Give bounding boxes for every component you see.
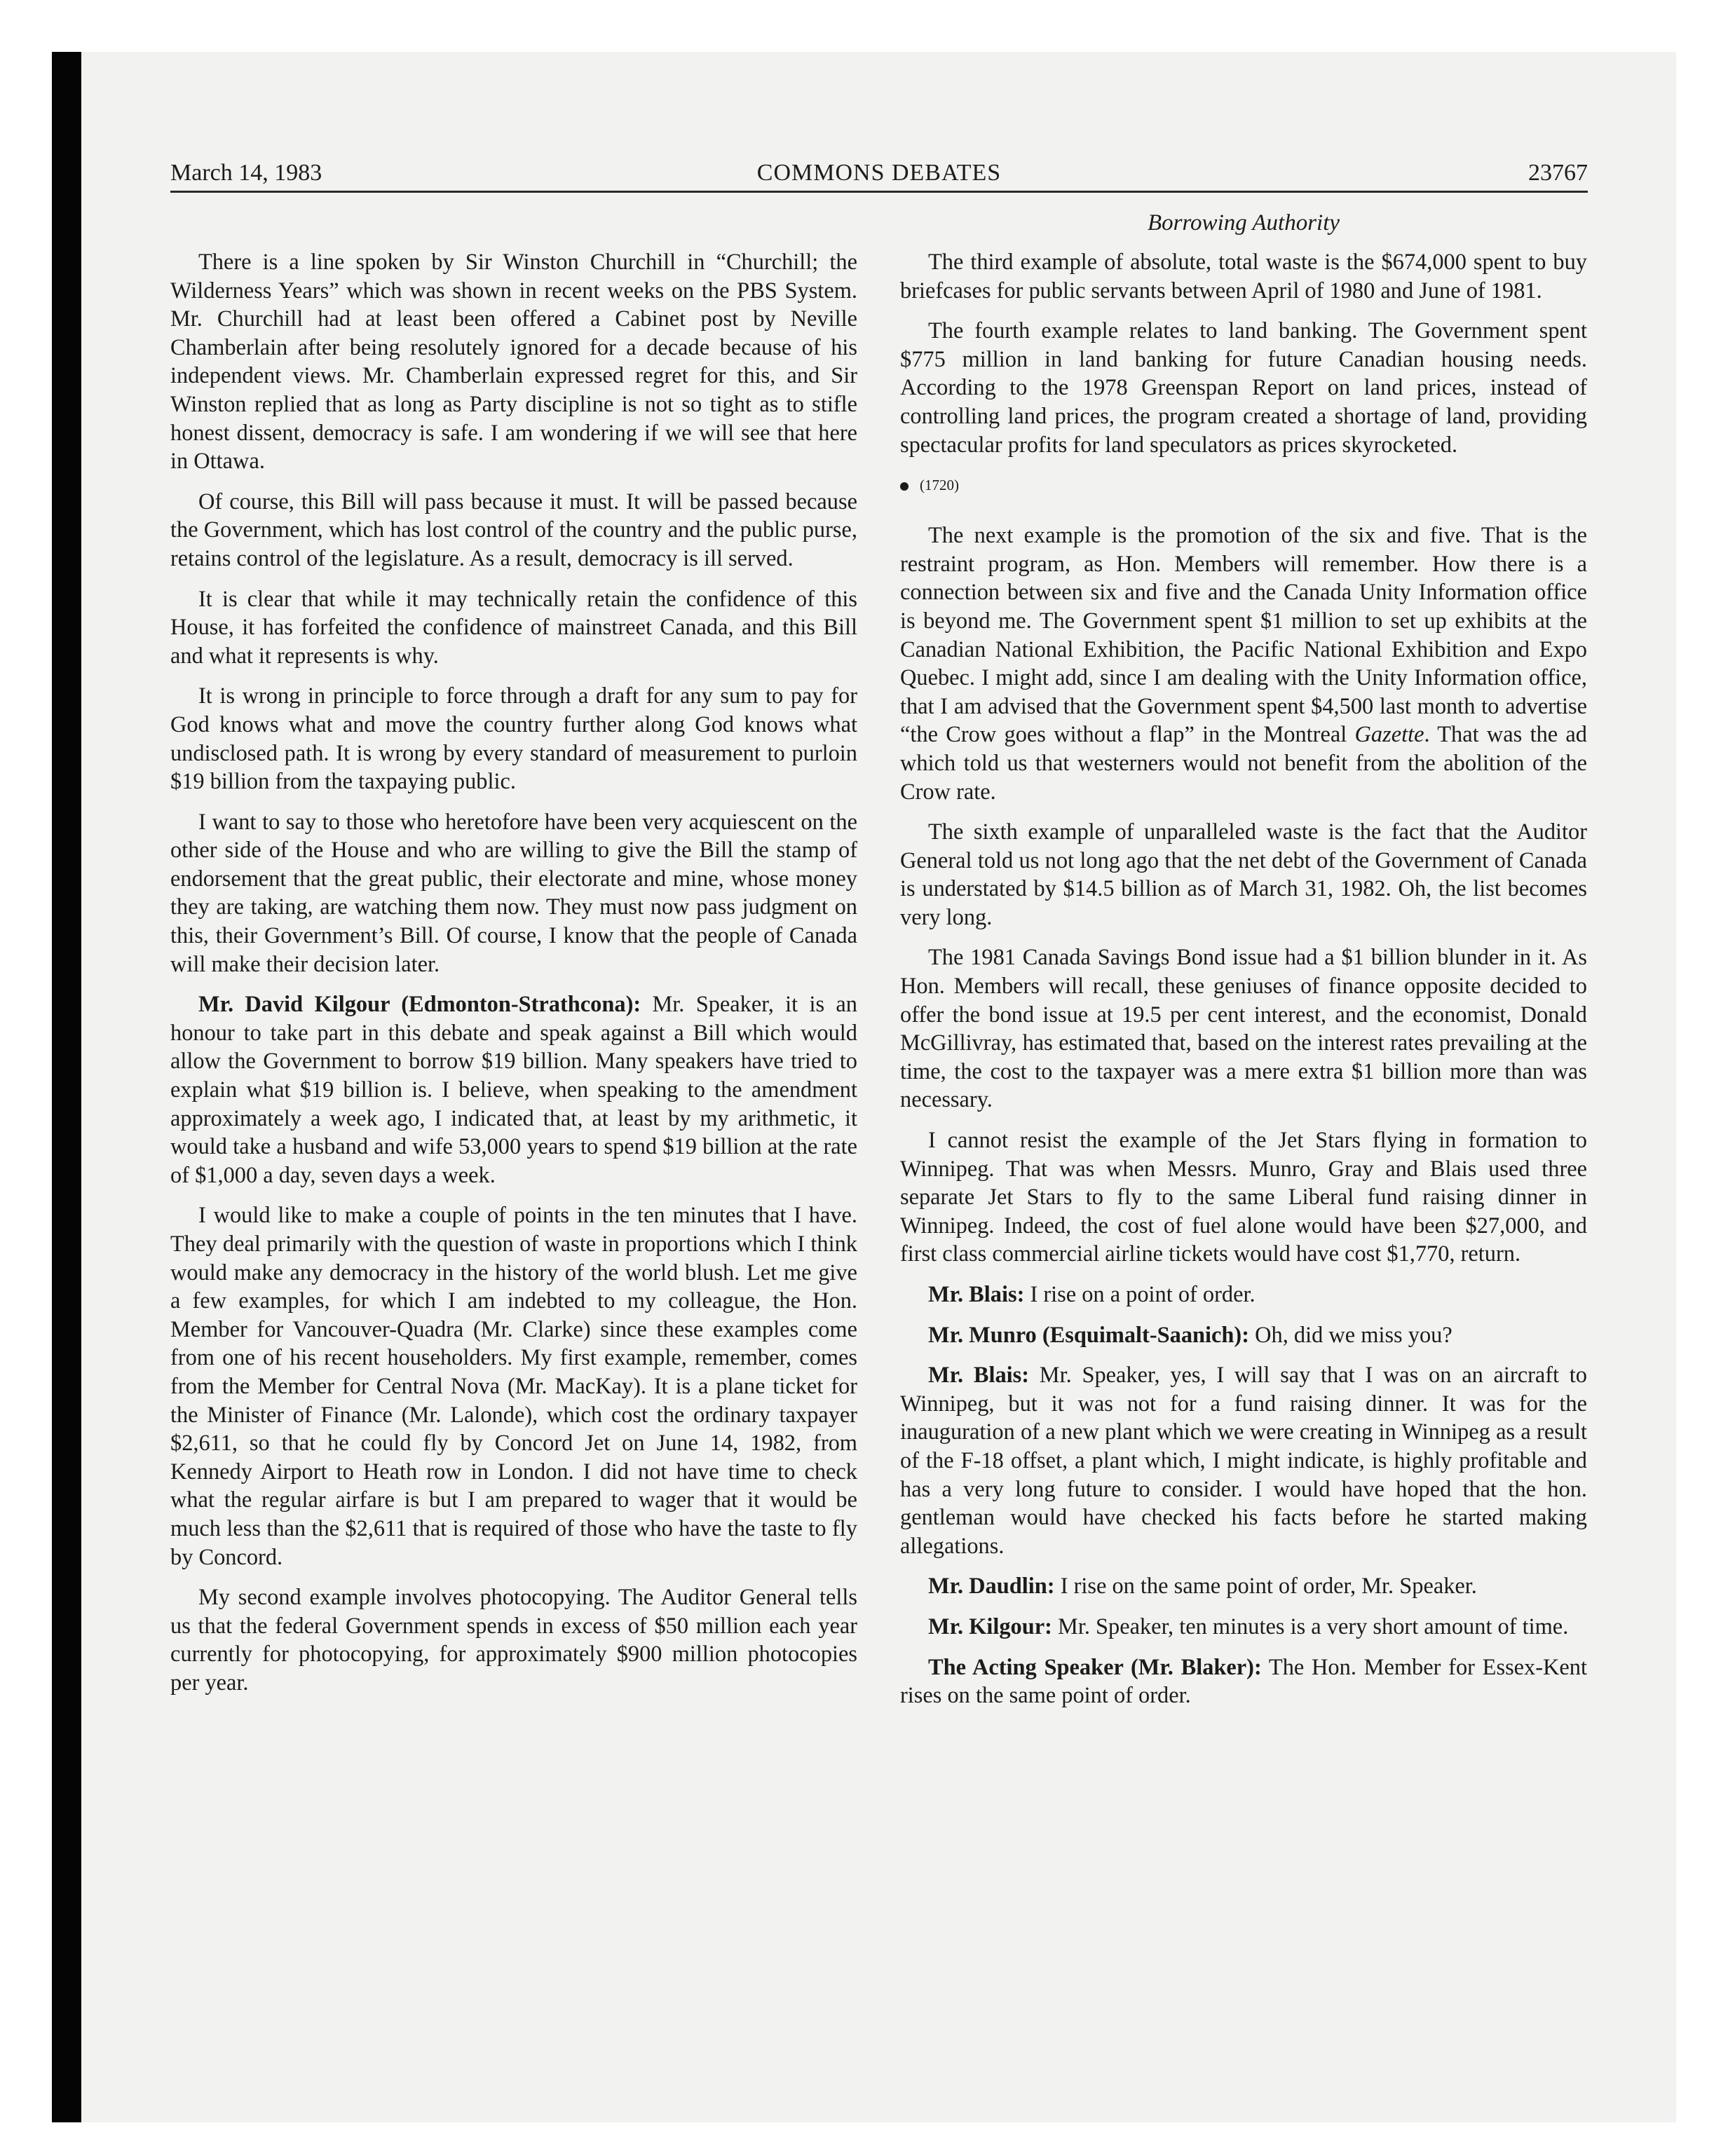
paragraph: My second example involves photocopying. The Auditor General tells us that the federal Government spends in excess of $50 million each year currently for photocopying, for approximately $900 million photocopies per year. [170,1585,857,1696]
paragraph: The sixth example of unparalleled waste is the fact that the Auditor General told us not long ago that the net debt of the Government of Canada is understated by $14.5 billion as of March 31, 1982. Oh, the list becomes very long. [900,819,1587,930]
speech-text: Mr. Speaker, it is an honour to take part in this debate and speak against a Bill which would allow the Government to borrow $19 billion. Many speakers have tried to explain what $19 billion is. I believe, when speaking to the amendment approximately a week ago, I indicated that, at least by my arithmetic, it would take a husband and wife 53,000 years to spend $19 billion at the rate of $1,000 a day, seven days a week. [170,992,857,1188]
speaker-name: Mr. David Kilgour (Edmonton-Strathcona): [198,992,641,1018]
speech-paragraph [900,1281,1587,1309]
left-column [170,248,857,1710]
header-page-number: 23767 [1528,160,1588,186]
speech-paragraph [900,1321,1587,1350]
right-column [900,248,1587,1722]
speech-paragraph [900,1613,1587,1642]
paragraph [900,521,1587,806]
speech-paragraph [900,1361,1587,1560]
paragraph: Of course, this Bill will pass because it must. It will be passed because the Government, which has lost control of the country and the public purse, retains control of the legislature. As a result, democracy is ill served. [170,489,857,571]
speaker-name: Mr. Blais: [928,1282,1025,1307]
speaker-name: Mr. Blais: [928,1363,1030,1389]
speech-text: Oh, did we miss you? [1249,1322,1452,1348]
paragraph: I cannot resist the example of the Jet Stars flying in formation to Winnipeg. That was when Messrs. Munro, Gray and Blais used three separate Jet Stars to fly to the same Liberal fund raising dinner in Winnipeg. Indeed, the cost of fuel alone would have been $27,000, and first class commercial airline tickets would have cost $1,770, return. [900,1128,1587,1267]
topic-heading: Borrowing Authority [1147,210,1340,236]
paragraph: It is clear that while it may technically retain the confidence of this House, it has forfeited the confidence of mainstreet Canada, and this Bill and what it represents is why. [170,586,857,669]
paragraph: I would like to make a couple of points in the ten minutes that I have. They deal primarily with the question of waste in proportions which I think would make any democracy in the history of the world blush. Let me give a few examples, for which I am indebted to my colleague, the Hon. Member for Vancouver-Quadra (Mr. Clarke) since these examples come from one of his recent householders. My first example, remember, comes from the Member for Central Nova (Mr. MacKay). It is a plane ticket for the Minister of Finance (Mr. Lalonde), which cost the ordinary taxpayer $2,611, so that he could fly by Concord Jet on June 14, 1982, from Kennedy Airport to Heath row in London. I did not have time to check what the regular airfare is but I am prepared to wager that it would be much less than the $2,611 that is required of those who have the taste to fly by Concord. [170,1203,857,1570]
paragraph: There is a line spoken by Sir Winston Churchill in “Churchill; the Wilderness Years” which was shown in recent weeks on the PBS System. Mr. Churchill had at least been offered a Cabinet post by Neville Chamberlain after being resolutely ignored for a decade because of his independent views. Mr. Chamberlain expressed regret for this, and Sir Winston replied that as long as Party discipline is not so tight as to stifle honest dissent, democracy is safe. I am wondering if we will see that here in Ottawa. [170,250,857,475]
italic-publication-name: Gazette [1354,722,1424,748]
bullet-icon [900,482,909,491]
speech-text: I rise on the same point of order, Mr. Speaker. [1054,1574,1477,1599]
header-publication: COMMONS DEBATES [756,160,1002,186]
speech-text: I rise on a point of order. [1024,1282,1256,1307]
speech-paragraph [900,1572,1587,1601]
paragraph: I want to say to those who heretofore have been very acquiescent on the other side of the House and who are willing to give the Bill the stamp of endorsement that the great public, their electorate and mine, whose money they are taking, are watching them now. They must now pass judgment on this, their Government’s Bill. Of course, I know that the people of Canada will make their decision later. [170,809,857,977]
paragraph: It is wrong in principle to force through a draft for any sum to pay for God knows what and move the country further along God knows what undisclosed path. It is wrong by every standard of measurement to purloin $19 billion from the taxpaying public. [170,683,857,795]
paragraph-text: . That was the ad which told us that westerners would not benefit from the abolition of the Crow rate. [900,722,1587,805]
speech-paragraph [170,990,857,1189]
speech-paragraph [900,1653,1587,1710]
speech-text: The Hon. Member for Essex-Kent rises on the same point of order. [900,1654,1587,1709]
paragraph: The third example of absolute, total waste is the $674,000 spent to buy briefcases for public servants between April of 1980 and June of 1981. [900,250,1587,303]
speaker-name: The Acting Speaker (Mr. Blaker): [928,1654,1262,1680]
speaker-name: Mr. Kilgour: [928,1613,1052,1639]
header-date: March 14, 1983 [170,160,322,186]
speech-text: Mr. Speaker, yes, I will say that I was on an aircraft to Winnipeg, but it was not for a fund raising dinner. It was for the inauguration of a new plant which we were creating in Winnipeg as a result of the F-18 offset, a plant which, I might indicate, is highly profitable and has a very long future to consider. I would have hoped that the hon. gentleman would have checked his facts before he started making allegations. [900,1363,1587,1559]
paragraph-text: The next example is the promotion of the six and five. That is the restraint program, as Hon. Members will remember. How there is a connection between six and five and the Canada Unity Information office is beyond me. The Government spent $1 million to set up exhibits at the Canadian National Exhibition, the Pacific National Exhibition and Expo Quebec. I might add, since I am dealing with the Unity Information office, that I am advised that the Government spent $4,500 last month to advertise “the Crow goes without a flap” in the Montreal [900,523,1587,748]
speaker-name: Mr. Daudlin: [928,1574,1055,1599]
time-marker-text: (1720) [920,477,959,494]
speech-text: Mr. Speaker, ten minutes is a very short amount of time. [1052,1613,1569,1639]
paragraph: The fourth example relates to land banking. The Government spent $775 million in land banking for future Canadian housing needs. According to the 1978 Greenspan Report on land prices, instead of controlling land prices, the program created a shortage of land, providing spectacular profits for land speculators as prices skyrocketed. [900,318,1587,458]
paragraph: The 1981 Canada Savings Bond issue had a $1 billion blunder in it. As Hon. Members will recall, these geniuses of finance opposite decided to offer the bond issue at 19.5 per cent interest, and the economist, Donald McGillivray, has estimated that, based on the interest rates prevailing at the time, the cost to the taxpayer was a mere extra $1 billion more than was necessary. [900,945,1587,1113]
time-marker [900,471,1587,499]
running-header [170,156,1588,193]
speaker-name: Mr. Munro (Esquimalt-Saanich): [928,1322,1250,1348]
scan-border [52,52,81,2122]
